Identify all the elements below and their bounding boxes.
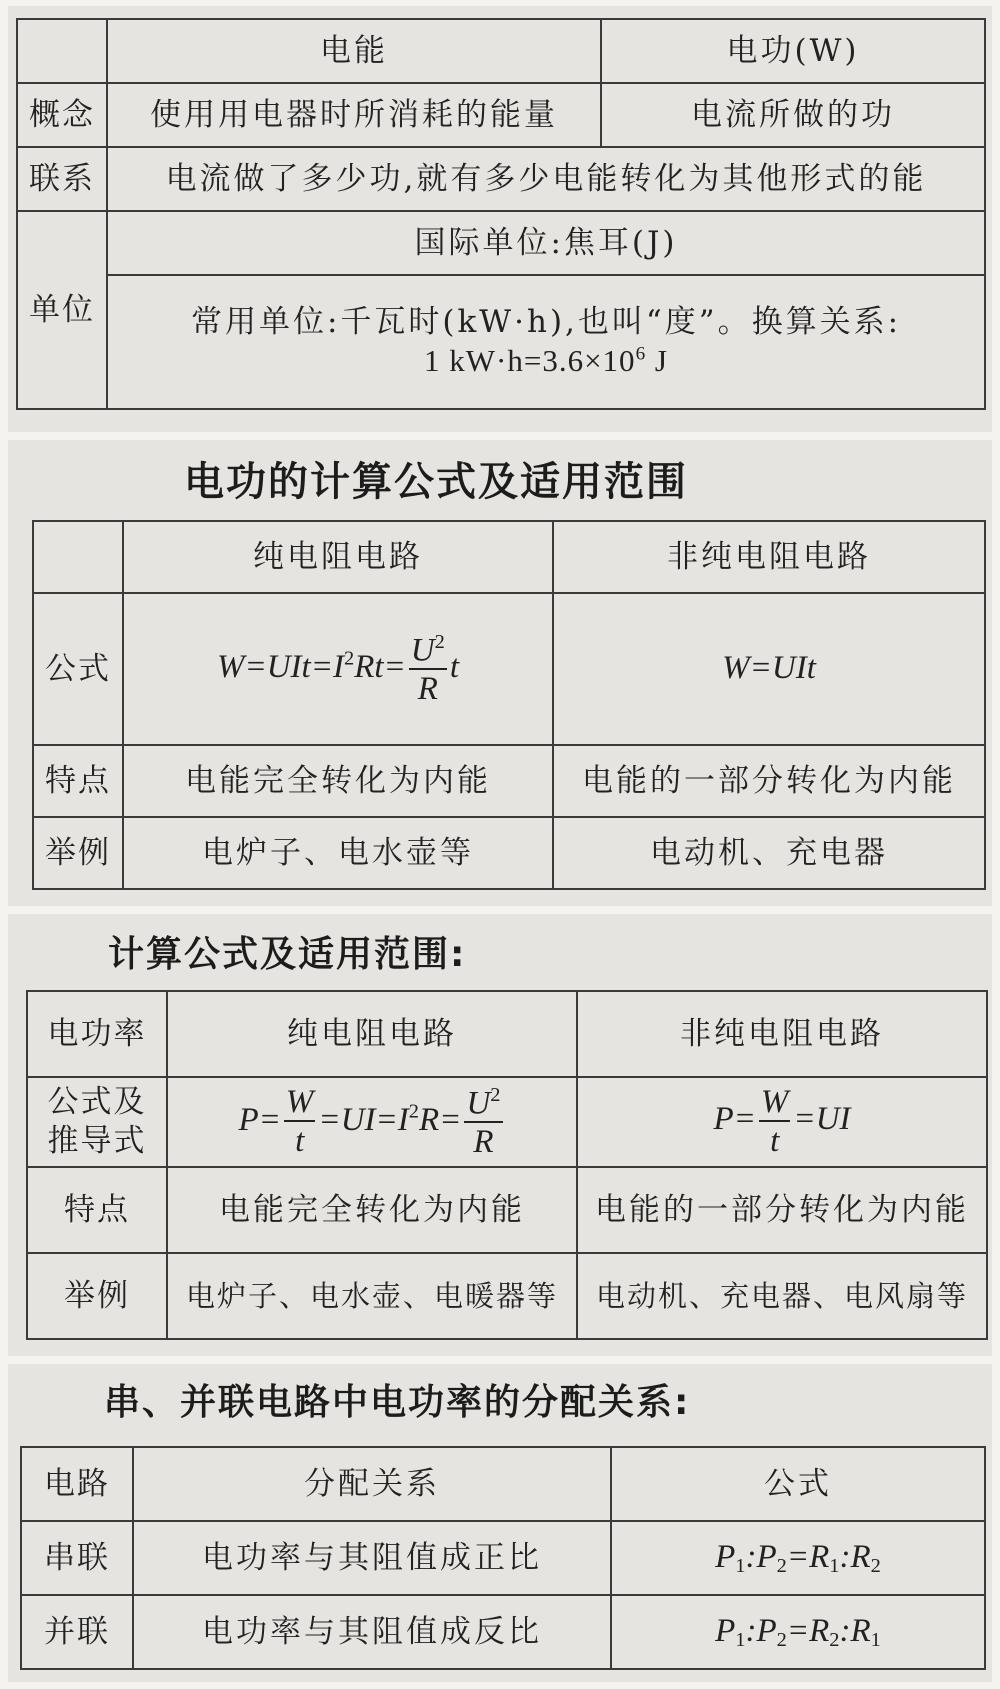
col-header-energy: 电能	[107, 19, 601, 83]
conversion-exponent: 6	[635, 343, 647, 365]
row-label-formula-line2: 推导式	[47, 1123, 147, 1159]
example-pure-cell: 电炉子、电水壶等	[123, 817, 553, 889]
row-label-formula-line1: 公式及	[47, 1084, 147, 1121]
formula-parallel: $P_1:P_2=R_2:R_1$	[611, 1595, 985, 1669]
example-nonpure-cell: 电动机、充电器	[553, 817, 985, 889]
relation-cell: 电流做了多少功,就有多少电能转化为其他形式的能	[107, 147, 985, 211]
col-header-pure: 纯电阻电路	[123, 521, 553, 593]
col-header-pure: 纯电阻电路	[167, 991, 577, 1077]
common-unit-text: 常用单位:千瓦时(kW·h),也叫“度”。换算关系:	[190, 304, 902, 341]
power-distribution-table	[20, 1446, 986, 1670]
power-formula-pure: P= $\frac{W}{t}$ $=UI=I^2R=$ $\frac{U^2}{R}$	[167, 1077, 577, 1167]
corner-cell	[17, 19, 107, 83]
feature-nonpure-cell: 电能的一部分转化为内能	[553, 745, 985, 817]
row-label-feature: 特点	[33, 745, 123, 817]
relation-series-cell: 电功率与其阻值成正比	[133, 1521, 611, 1595]
row-label-series: 串联	[21, 1521, 133, 1595]
work-formula-panel	[8, 440, 992, 906]
power-formula-heading: 计算公式及适用范围:	[108, 934, 467, 975]
example-nonpure-cell: 电动机、充电器、电风扇等	[577, 1253, 987, 1339]
example-pure-cell: 电炉子、电水壶、电暖器等	[167, 1253, 577, 1339]
col-header-nonpure: 非纯电阻电路	[553, 521, 985, 593]
row-label-example: 举例	[33, 817, 123, 889]
col-header-nonpure: 非纯电阻电路	[577, 991, 987, 1077]
formula-pure: $W=UIt=I^2Rt=$ $\frac{U^2}{R}$ t	[123, 593, 553, 745]
row-label-relation: 联系	[17, 147, 107, 211]
concept-energy-cell: 使用用电器时所消耗的能量	[107, 83, 601, 147]
work-formula-heading: 电功的计算公式及适用范围	[184, 459, 688, 505]
power-formula-nonpure: P= $\frac{W}{t}$ =UI	[577, 1077, 987, 1167]
row-label-parallel: 并联	[21, 1595, 133, 1669]
row-label-unit: 单位	[17, 211, 107, 409]
power-distribution-panel	[8, 1364, 992, 1682]
feature-nonpure-cell: 电能的一部分转化为内能	[577, 1167, 987, 1253]
col-header-formula: 公式	[611, 1447, 985, 1521]
power-distribution-heading: 串、并联电路中电功率的分配关系:	[104, 1382, 691, 1423]
feature-pure-cell: 电能完全转化为内能	[123, 745, 553, 817]
conversion-lhs: 1 kW·h=3.6×10	[424, 343, 636, 378]
concept-work-cell: 电流所做的功	[601, 83, 985, 147]
relation-parallel-cell: 电功率与其阻值成反比	[133, 1595, 611, 1669]
col-header-relation: 分配关系	[133, 1447, 611, 1521]
conversion-unit: J	[646, 343, 668, 378]
power-formula-table	[26, 990, 988, 1340]
col-header-work: 电功(W)	[601, 19, 985, 83]
si-unit-cell: 国际单位:焦耳(J)	[107, 211, 985, 275]
power-formula-panel	[8, 914, 992, 1356]
common-unit-cell	[107, 275, 985, 409]
col-header-circuit: 电路	[21, 1447, 133, 1521]
row-label-formula	[27, 1077, 167, 1167]
row-label-concept: 概念	[17, 83, 107, 147]
feature-pure-cell: 电能完全转化为内能	[167, 1167, 577, 1253]
energy-work-table	[16, 18, 986, 410]
formula-series: $P_1:P_2=R_1:R_2$	[611, 1521, 985, 1595]
col-header-power: 电功率	[27, 991, 167, 1077]
corner-cell	[33, 521, 123, 593]
row-label-feature: 特点	[27, 1167, 167, 1253]
work-formula-table	[32, 520, 986, 890]
conversion-formula	[108, 342, 984, 381]
energy-work-panel	[8, 6, 992, 432]
row-label-formula: 公式	[33, 593, 123, 745]
row-label-example: 举例	[27, 1253, 167, 1339]
formula-nonpure: W=UIt	[553, 593, 985, 745]
